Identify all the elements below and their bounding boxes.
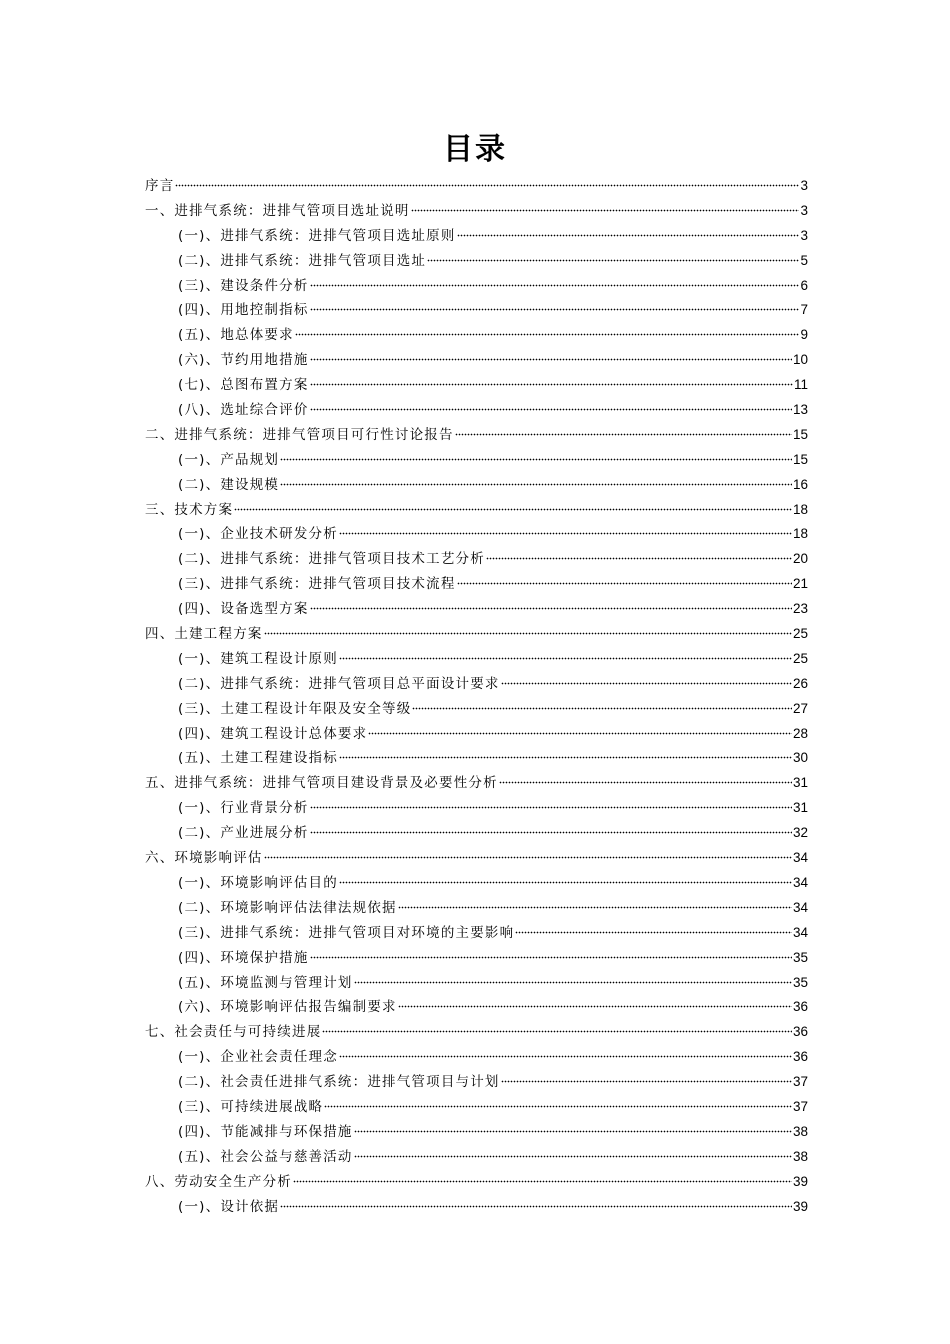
- toc-leader-dots: [501, 675, 792, 685]
- toc-entry-title: 五、进排气系统：进排气管项目建设背景及必要性分析: [145, 775, 498, 792]
- toc-leader-dots: [310, 949, 792, 959]
- toc-entry-title: (一)、建筑工程设计原则: [178, 650, 338, 667]
- toc-entry[interactable]: [145, 722, 808, 747]
- toc-entry-title: (五)、环境监测与管理计划: [178, 974, 353, 991]
- toc-leader-dots: [310, 600, 792, 610]
- toc-page-number: 35: [792, 949, 808, 965]
- toc-page-number: 31: [792, 800, 808, 816]
- toc-entry-title: (三)、进排气系统：进排气管项目对环境的主要影响: [178, 924, 515, 941]
- toc-entry[interactable]: [145, 1020, 808, 1045]
- toc-leader-dots: [427, 252, 799, 262]
- toc-entry-title: (五)、地总体要求: [178, 327, 294, 344]
- toc-leader-dots: [310, 401, 792, 411]
- toc-leader-dots: [354, 1123, 792, 1133]
- toc-entry[interactable]: [145, 423, 808, 448]
- toc-page-number: 34: [792, 924, 808, 940]
- toc-entry-title: (一)、进排气系统：进排气管项目选址原则: [178, 227, 456, 244]
- toc-page-number: 36: [792, 1024, 808, 1040]
- toc-entry-title: (二)、环境影响评估法律法规依据: [178, 899, 397, 916]
- toc-page-number: 3: [800, 202, 808, 218]
- toc-entry[interactable]: [145, 274, 808, 299]
- toc-entry[interactable]: [145, 498, 808, 523]
- toc-entry-title: 序言: [145, 178, 175, 194]
- toc-leader-dots: [310, 799, 792, 809]
- toc-leader-dots: [411, 202, 800, 212]
- toc-page-number: 6: [800, 277, 808, 293]
- toc-entry[interactable]: [145, 622, 808, 647]
- toc-page-number: 21: [792, 576, 808, 592]
- toc-leader-dots: [339, 749, 792, 759]
- toc-page-number: 36: [792, 999, 808, 1015]
- toc-entry-title: 三、技术方案: [145, 501, 234, 518]
- toc-leader-dots: [324, 1098, 792, 1108]
- toc-page-number: 25: [792, 626, 808, 642]
- toc-leader-dots: [310, 824, 792, 834]
- toc-entry[interactable]: [145, 995, 808, 1020]
- toc-page-number: 34: [792, 899, 808, 915]
- toc-leader-dots: [295, 326, 800, 336]
- toc-leader-dots: [339, 1048, 792, 1058]
- toc-title: 目录: [443, 132, 507, 167]
- toc-page-number: 30: [792, 750, 808, 766]
- toc-entry[interactable]: [145, 522, 808, 547]
- toc-entry[interactable]: [145, 971, 808, 996]
- toc-leader-dots: [310, 351, 792, 361]
- toc-leader-dots: [499, 774, 792, 784]
- toc-entry[interactable]: [145, 946, 808, 971]
- toc-page-number: 16: [792, 476, 808, 492]
- toc-leader-dots: [457, 575, 792, 585]
- toc-page-number: 36: [792, 1049, 808, 1065]
- toc-leader-dots: [354, 1148, 792, 1158]
- toc-entry-title: (一)、产品规划: [178, 451, 280, 468]
- toc-leader-dots: [280, 1198, 792, 1208]
- toc-entry-title: (五)、社会公益与慈善活动: [178, 1148, 353, 1165]
- toc-leader-dots: [457, 227, 800, 237]
- toc-leader-dots: [354, 974, 792, 984]
- toc-leader-dots: [501, 1073, 792, 1083]
- toc-leader-dots: [398, 998, 792, 1008]
- toc-entry[interactable]: [145, 398, 808, 423]
- toc-leader-dots: [486, 550, 792, 560]
- toc-entry[interactable]: [145, 746, 808, 771]
- toc-entry-title: (五)、土建工程建设指标: [178, 750, 338, 767]
- toc-leader-dots: [339, 874, 792, 884]
- toc-leader-dots: [455, 426, 792, 436]
- toc-entry-title: 七、社会责任与可持续进展: [145, 1024, 322, 1041]
- toc-entry-title: (四)、节能减排与环保措施: [178, 1123, 353, 1140]
- toc-page-number: 38: [792, 1148, 808, 1164]
- toc-entry[interactable]: [145, 572, 808, 597]
- toc-page-number: 26: [792, 675, 808, 691]
- toc-entry[interactable]: [145, 871, 808, 896]
- toc-leader-dots: [293, 1173, 792, 1183]
- toc-page-number: 25: [792, 650, 808, 666]
- toc-entry-title: (七)、总图布置方案: [178, 377, 309, 394]
- toc-leader-dots: [264, 849, 792, 859]
- toc-entry-title: (一)、环境影响评估目的: [178, 874, 338, 891]
- toc-page-number: 28: [792, 725, 808, 741]
- toc-page-number: 23: [792, 601, 808, 617]
- toc-entry-title: (八)、选址综合评价: [178, 402, 309, 419]
- toc-page-number: 34: [792, 850, 808, 866]
- toc-page-number: 27: [792, 700, 808, 716]
- toc-entry-title: 八、劳动安全生产分析: [145, 1173, 292, 1190]
- toc-page-number: 38: [792, 1123, 808, 1139]
- toc-entry-title: (一)、企业技术研发分析: [178, 526, 338, 543]
- toc-page-number: 37: [792, 1098, 808, 1114]
- toc-entry-title: (一)、企业社会责任理念: [178, 1049, 338, 1066]
- toc-entry[interactable]: [145, 1045, 808, 1070]
- toc-entry[interactable]: [145, 448, 808, 473]
- toc-leader-dots: [264, 625, 792, 635]
- toc-page-number: 18: [792, 526, 808, 542]
- toc-entry-title: (一)、行业背景分析: [178, 800, 309, 817]
- toc-leader-dots: [310, 277, 800, 287]
- toc-entry[interactable]: [145, 647, 808, 672]
- toc-entry[interactable]: [145, 473, 808, 498]
- toc-leader-dots: [322, 1023, 792, 1033]
- toc-leader-dots: [234, 501, 792, 511]
- toc-entry-title: (二)、产业进展分析: [178, 825, 309, 842]
- toc-page-number: 39: [792, 1173, 808, 1189]
- toc-entry[interactable]: [145, 348, 808, 373]
- toc-page-number: 15: [792, 451, 808, 467]
- toc-entry-title: (二)、建设规模: [178, 476, 280, 493]
- toc-entry-title: (四)、建筑工程设计总体要求: [178, 725, 368, 742]
- toc-page-number: 11: [793, 377, 808, 393]
- toc-page-number: 9: [800, 327, 808, 343]
- toc-page-number: 31: [792, 775, 808, 791]
- toc-page-number: 32: [792, 825, 808, 841]
- toc-page-number: 34: [792, 874, 808, 890]
- toc-entry-title: (二)、进排气系统：进排气管项目技术工艺分析: [178, 551, 485, 568]
- toc-entry[interactable]: [145, 697, 808, 722]
- toc-entry[interactable]: [145, 323, 808, 348]
- toc-entry[interactable]: [145, 298, 808, 323]
- toc-entry-title: (六)、节约用地措施: [178, 352, 309, 369]
- toc-entry-title: (四)、用地控制指标: [178, 302, 309, 319]
- toc-entry-title: (三)、可持续进展战略: [178, 1098, 324, 1115]
- toc-entry-title: 四、土建工程方案: [145, 626, 263, 643]
- toc-entry[interactable]: [145, 1195, 808, 1220]
- toc-entry-title: (二)、进排气系统：进排气管项目总平面设计要求: [178, 675, 500, 692]
- toc-page-number: 20: [792, 551, 808, 567]
- toc-entry-title: 二、进排气系统：进排气管项目可行性讨论报告: [145, 426, 454, 443]
- toc-page-number: 18: [792, 501, 808, 517]
- toc-entry[interactable]: [145, 174, 808, 199]
- toc-entry-title: (四)、环境保护措施: [178, 949, 309, 966]
- toc-entry-title: (三)、进排气系统：进排气管项目技术流程: [178, 576, 456, 593]
- toc-entry[interactable]: [145, 1145, 808, 1170]
- toc-page-number: 37: [792, 1074, 808, 1090]
- toc-entry[interactable]: [145, 846, 808, 871]
- toc-entry-title: 六、环境影响评估: [145, 850, 263, 867]
- toc-leader-dots: [398, 899, 792, 909]
- toc-page-number: 35: [792, 974, 808, 990]
- toc-entry-title: (三)、建设条件分析: [178, 277, 309, 294]
- toc-list: [145, 174, 808, 1219]
- toc-entry-title: (四)、设备选型方案: [178, 601, 309, 618]
- toc-page-number: 7: [800, 302, 808, 318]
- toc-entry[interactable]: [145, 373, 808, 398]
- toc-entry[interactable]: [145, 1070, 808, 1095]
- toc-entry[interactable]: [145, 1120, 808, 1145]
- toc-entry-title: (二)、进排气系统：进排气管项目选址: [178, 252, 427, 269]
- toc-leader-dots: [280, 451, 792, 461]
- toc-page-number: 15: [792, 426, 808, 442]
- toc-leader-dots: [280, 476, 792, 486]
- toc-entry[interactable]: [145, 821, 808, 846]
- toc-leader-dots: [339, 525, 792, 535]
- toc-entry[interactable]: [145, 896, 808, 921]
- toc-page-number: 3: [800, 227, 808, 243]
- toc-entry-title: (二)、社会责任进排气系统：进排气管项目与计划: [178, 1074, 500, 1091]
- toc-leader-dots: [368, 725, 792, 735]
- toc-page-number: 39: [792, 1198, 808, 1214]
- toc-leader-dots: [515, 924, 792, 934]
- toc-entry[interactable]: [145, 672, 808, 697]
- toc-entry[interactable]: [145, 224, 808, 249]
- toc-entry[interactable]: [145, 1170, 808, 1195]
- toc-entry[interactable]: [145, 1095, 808, 1120]
- toc-entry[interactable]: [145, 199, 808, 224]
- toc-page-number: 5: [800, 252, 808, 268]
- toc-entry[interactable]: [145, 796, 808, 821]
- toc-entry-title: (六)、环境影响评估报告编制要求: [178, 999, 397, 1016]
- toc-page-number: 13: [792, 402, 808, 418]
- toc-entry-title: (一)、设计依据: [178, 1198, 280, 1215]
- toc-leader-dots: [310, 301, 800, 311]
- toc-leader-dots: [412, 700, 792, 710]
- toc-entry[interactable]: [145, 771, 808, 796]
- toc-page-number: 10: [792, 352, 808, 368]
- toc-leader-dots: [339, 650, 792, 660]
- toc-leader-dots: [175, 177, 799, 187]
- toc-entry-title: 一、进排气系统：进排气管项目选址说明: [145, 202, 410, 219]
- toc-entry[interactable]: [145, 597, 808, 622]
- toc-entry-title: (三)、土建工程设计年限及安全等级: [178, 700, 412, 717]
- toc-entry[interactable]: [145, 249, 808, 274]
- toc-entry[interactable]: [145, 921, 808, 946]
- toc-page-number: 3: [800, 178, 808, 193]
- toc-entry[interactable]: [145, 547, 808, 572]
- toc-leader-dots: [310, 376, 793, 386]
